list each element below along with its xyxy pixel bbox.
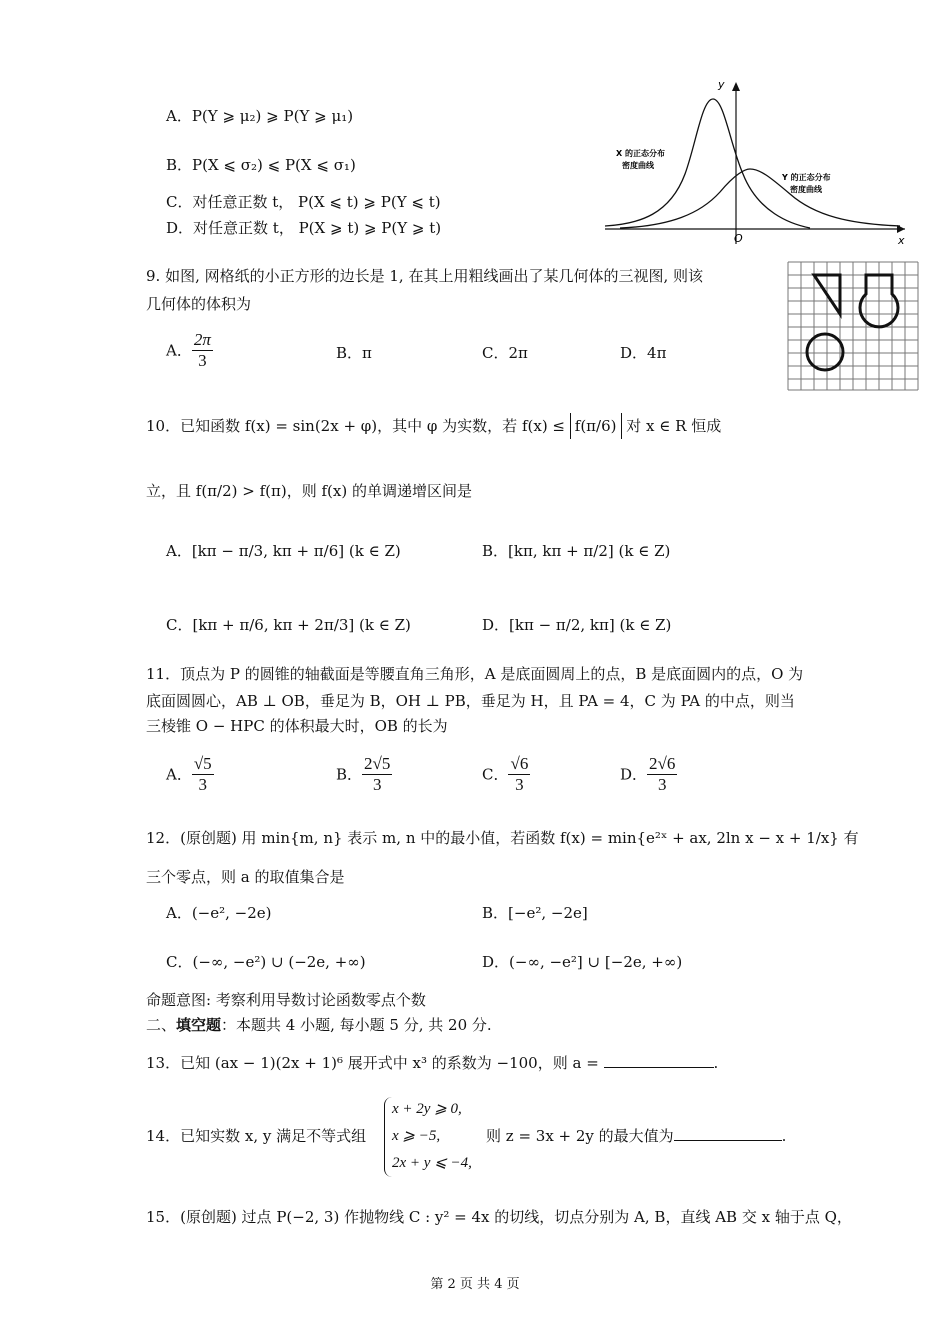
q11-d-num: 2√6 bbox=[649, 754, 676, 773]
top-view-circle bbox=[807, 334, 843, 370]
q10-line2: 立，且 f(π/2) > f(π)，则 f(x) 的单调递增区间是 bbox=[146, 482, 472, 500]
q9-option-b: B．π bbox=[336, 344, 372, 362]
q14-constraint-2: x ⩾ −5, bbox=[392, 1128, 441, 1144]
q14-answer-blank[interactable] bbox=[674, 1140, 782, 1141]
q13-text: 13．已知 (ax − 1)(2x + 1)⁶ 展开式中 x³ 的系数为 −100，则 a = bbox=[146, 1054, 604, 1072]
q11-d-den: 3 bbox=[657, 775, 667, 794]
q8-option-c: C．对任意正数 t， P(X ⩽ t) ⩾ P(Y ⩽ t) bbox=[166, 193, 441, 211]
q9-option-a-label: A． bbox=[166, 341, 192, 360]
y-axis-arrow bbox=[732, 82, 740, 91]
q11-line3: 三棱锥 O − HPC 的体积最大时，OB 的长为 bbox=[146, 717, 448, 735]
q10-line1-a: 10．已知函数 f(x) = sin(2x + φ)，其中 φ 为实数，若 f(x) ≤ bbox=[146, 417, 570, 435]
q12-line1: 12．(原创题) 用 min{m, n} 表示 m, n 中的最小值，若函数 f(x) = min{e²ˣ + ax, 2ln x − x + 1/x} 有 bbox=[146, 829, 859, 847]
y-curve-label-2: 密度曲线 bbox=[790, 185, 822, 194]
q9-stem-line2: 几何体的体积为 bbox=[146, 295, 252, 313]
q12-option-a: A．(−e², −2e) bbox=[166, 904, 272, 922]
x-curve-label-1: X 的正态分布 bbox=[616, 149, 665, 158]
q10-line1 bbox=[146, 416, 721, 436]
q11-option-a bbox=[166, 754, 214, 795]
q9-option-a bbox=[166, 330, 213, 371]
section-2-desc: ：本题共 4 小题, 每小题 5 分, 共 20 分. bbox=[221, 1016, 492, 1034]
q13 bbox=[146, 1053, 718, 1073]
q10-option-a: A．[kπ − π/3, kπ + π/6] (k ∈ Z) bbox=[166, 542, 401, 560]
q12-line2: 三个零点，则 a 的取值集合是 bbox=[146, 868, 345, 886]
q12-option-b: B．[−e², −2e] bbox=[482, 904, 588, 922]
y-density-curve bbox=[620, 169, 900, 228]
q13-end: . bbox=[713, 1054, 719, 1072]
grid-lines bbox=[788, 262, 918, 390]
q11-option-a-label: A． bbox=[166, 765, 192, 784]
q11-c-num: √6 bbox=[510, 754, 529, 773]
section-2-header bbox=[146, 1015, 492, 1035]
q11-option-c-label: C． bbox=[482, 765, 509, 784]
y-axis-label: y bbox=[718, 78, 725, 91]
q11-option-c-frac bbox=[508, 754, 530, 795]
y-curve-label-1: Y 的正态分布 bbox=[782, 173, 831, 182]
q14-constraint-1: x + 2y ⩾ 0, bbox=[392, 1101, 462, 1117]
normal-density-figure bbox=[600, 74, 915, 250]
q10-option-d: D．[kπ − π/2, kπ] (k ∈ Z) bbox=[482, 616, 672, 634]
q11-line2: 底面圆圆心，AB ⊥ OB，垂足为 B，OH ⊥ PB，垂足为 H，且 PA = 4，C 为 PA 的中点，则当 bbox=[146, 692, 795, 710]
q11-option-d-label: D． bbox=[620, 765, 648, 784]
q12-option-d: D．(−∞, −e²] ∪ [−2e, +∞) bbox=[482, 953, 683, 971]
q9-stem-line1: 9. 如图, 网格纸的小正方形的边长是 1, 在其上用粗线画出了某几何体的三视图, 则该 bbox=[146, 267, 704, 285]
q11-c-den: 3 bbox=[515, 775, 524, 794]
origin-label: O bbox=[734, 232, 743, 245]
q11-line1: 11．顶点为 P 的圆锥的轴截面是等腰直角三角形，A 是底面圆周上的点，B 是底面圆内的点，O 为 bbox=[146, 665, 804, 683]
q10-line1-b: 对 x ∈ R 恒成 bbox=[621, 417, 722, 435]
q14-ask: 则 z = 3x + 2y 的最大值为 bbox=[486, 1127, 674, 1145]
q8-option-a: A．P(Y ⩾ μ₂) ⩾ P(Y ⩾ μ₁) bbox=[166, 107, 354, 125]
q8-option-b: B．P(X ⩽ σ₂) ⩽ P(X ⩽ σ₁) bbox=[166, 156, 356, 174]
q9-a-num: 2π bbox=[193, 330, 211, 349]
q13-answer-blank[interactable] bbox=[604, 1067, 714, 1068]
q14-stem: 14．已知实数 x, y 满足不等式组 bbox=[146, 1127, 367, 1145]
page-footer: 第 2 页 共 4 页 bbox=[430, 1277, 520, 1292]
q11-option-b bbox=[336, 754, 392, 795]
q12-intent: 命题意图: 考察利用导数讨论函数零点个数 bbox=[146, 991, 426, 1009]
q8-option-d: D．对任意正数 t， P(X ⩾ t) ⩾ P(Y ⩾ t) bbox=[166, 219, 442, 237]
q9-option-d: D．4π bbox=[620, 344, 667, 362]
q11-option-c bbox=[482, 754, 530, 795]
q10-option-c: C．[kπ + π/6, kπ + 2π/3] (k ∈ Z) bbox=[166, 616, 411, 634]
three-view-figure bbox=[786, 260, 920, 392]
q9-option-a-frac bbox=[192, 330, 213, 371]
q10-abs-expression: f(π/6) bbox=[570, 413, 622, 439]
q14-question bbox=[486, 1126, 786, 1146]
q11-option-d-frac bbox=[647, 754, 677, 795]
section-2-title: 填空题 bbox=[176, 1016, 222, 1034]
q11-option-d bbox=[620, 754, 677, 795]
x-axis-label: x bbox=[898, 234, 905, 247]
q15-line: 15．(原创题) 过点 P(−2, 3) 作抛物线 C : y² = 4x 的切线，切点分别为 A, B，直线 AB 交 x 轴于点 Q， bbox=[146, 1208, 852, 1226]
q11-a-num: √5 bbox=[193, 754, 212, 773]
q9-option-c: C．2π bbox=[482, 344, 528, 362]
q10-option-b: B．[kπ, kπ + π/2] (k ∈ Z) bbox=[482, 542, 671, 560]
q9-a-den: 3 bbox=[198, 351, 207, 370]
q11-option-a-frac bbox=[192, 754, 214, 795]
q11-option-b-label: B． bbox=[336, 765, 363, 784]
section-2-prefix: 二、 bbox=[146, 1016, 177, 1034]
q12-option-c: C．(−∞, −e²) ∪ (−2e, +∞) bbox=[166, 953, 366, 971]
q11-b-num: 2√5 bbox=[364, 754, 391, 773]
x-curve-label-2: 密度曲线 bbox=[622, 161, 654, 170]
q14-constraint-3: 2x + y ⩽ −4, bbox=[392, 1155, 472, 1171]
q11-option-b-frac bbox=[362, 754, 392, 795]
q11-a-den: 3 bbox=[198, 775, 208, 794]
q14-end: . bbox=[781, 1127, 787, 1145]
q11-b-den: 3 bbox=[372, 775, 382, 794]
